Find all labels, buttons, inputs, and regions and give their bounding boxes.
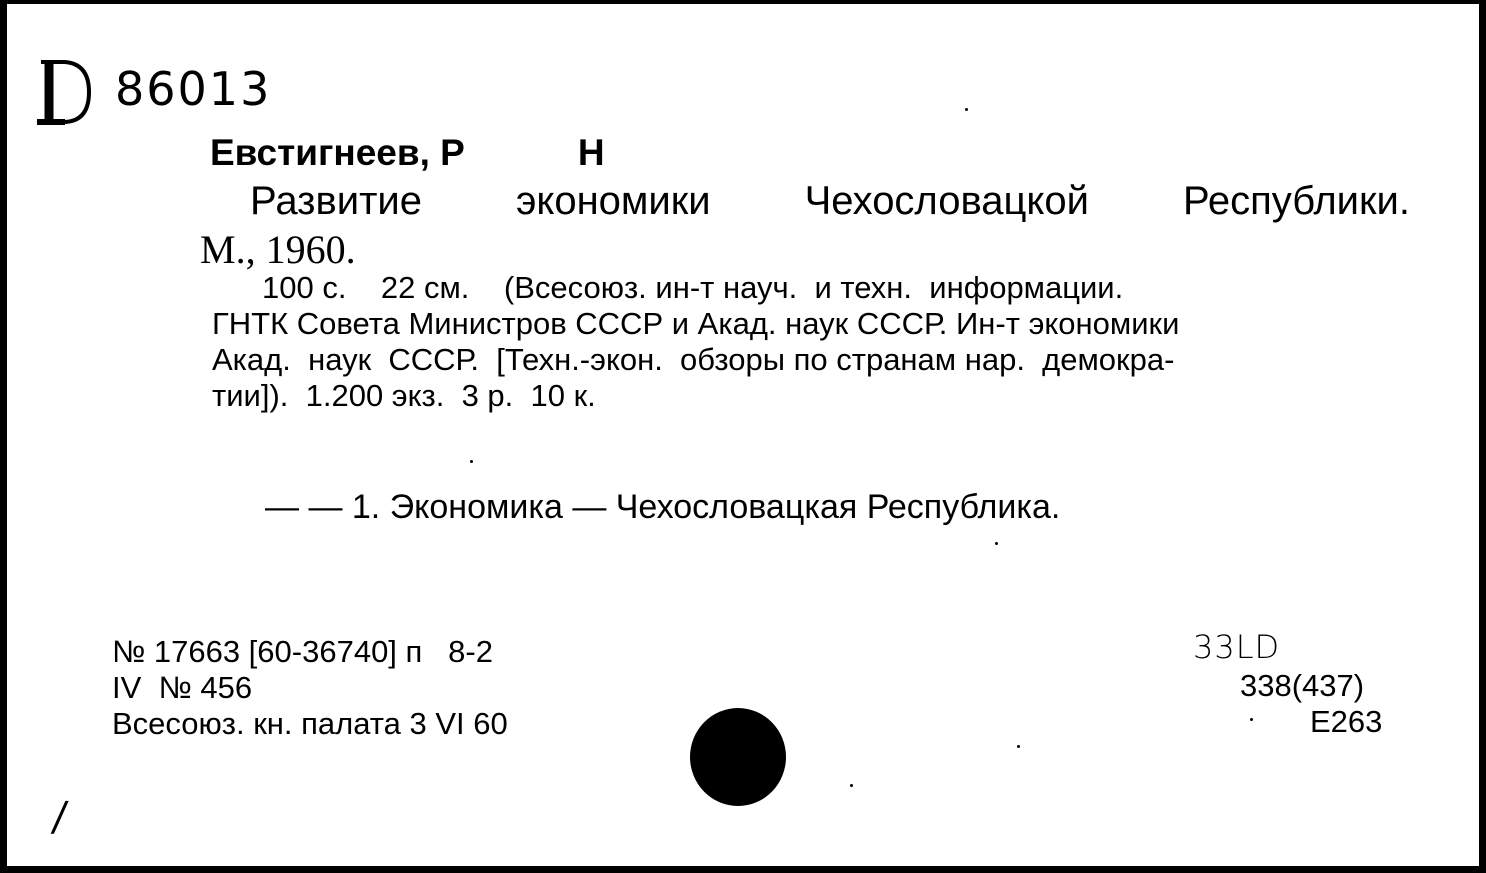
imprint: М., 1960. bbox=[200, 227, 356, 272]
title-word: Республики. bbox=[1182, 179, 1410, 223]
title-word: экономики bbox=[515, 179, 711, 223]
description-line: тии]). 1.200 экз. 3 р. 10 к. bbox=[212, 378, 596, 413]
speck bbox=[965, 108, 968, 111]
description-line: ГНТК Совета Министров СССР и Акад. наук СССР. Ин-т экономики bbox=[212, 306, 1180, 341]
handwritten-code: 33LD bbox=[1193, 628, 1281, 666]
speck bbox=[470, 460, 473, 463]
speck bbox=[1250, 718, 1253, 721]
classification-code: 338(437) bbox=[1240, 668, 1365, 703]
punch-hole bbox=[690, 708, 786, 806]
speck bbox=[850, 784, 853, 787]
title-word: Чехословацкой bbox=[804, 179, 1089, 223]
registration-line: Всесоюз. кн. палата 3 VI 60 bbox=[112, 706, 508, 741]
speck bbox=[995, 542, 998, 545]
description-line: Акад. наук СССР. [Техн.-экон. обзоры по странам нар. демокра- bbox=[212, 342, 1175, 377]
registration-line: IV № 456 bbox=[112, 670, 253, 705]
catalog-card bbox=[7, 4, 1479, 866]
library-stamp-icon bbox=[35, 56, 95, 128]
book-title bbox=[250, 179, 1410, 224]
author-heading: Евстигнеев, Р Н bbox=[210, 132, 605, 173]
speck bbox=[1017, 745, 1020, 748]
title-word: Развитие bbox=[250, 179, 422, 223]
subject-heading: — — 1. Экономика — Чехословацкая Республика. bbox=[265, 488, 1061, 526]
author-mark: Е263 bbox=[1310, 704, 1383, 739]
accession-number: 86013 bbox=[115, 62, 272, 116]
registration-line: № 17663 [60-36740] п 8-2 bbox=[112, 634, 493, 669]
pen-mark: / bbox=[49, 794, 70, 840]
description-line: 100 с. 22 см. (Всесоюз. ин-т науч. и техн. информации. bbox=[262, 270, 1124, 305]
